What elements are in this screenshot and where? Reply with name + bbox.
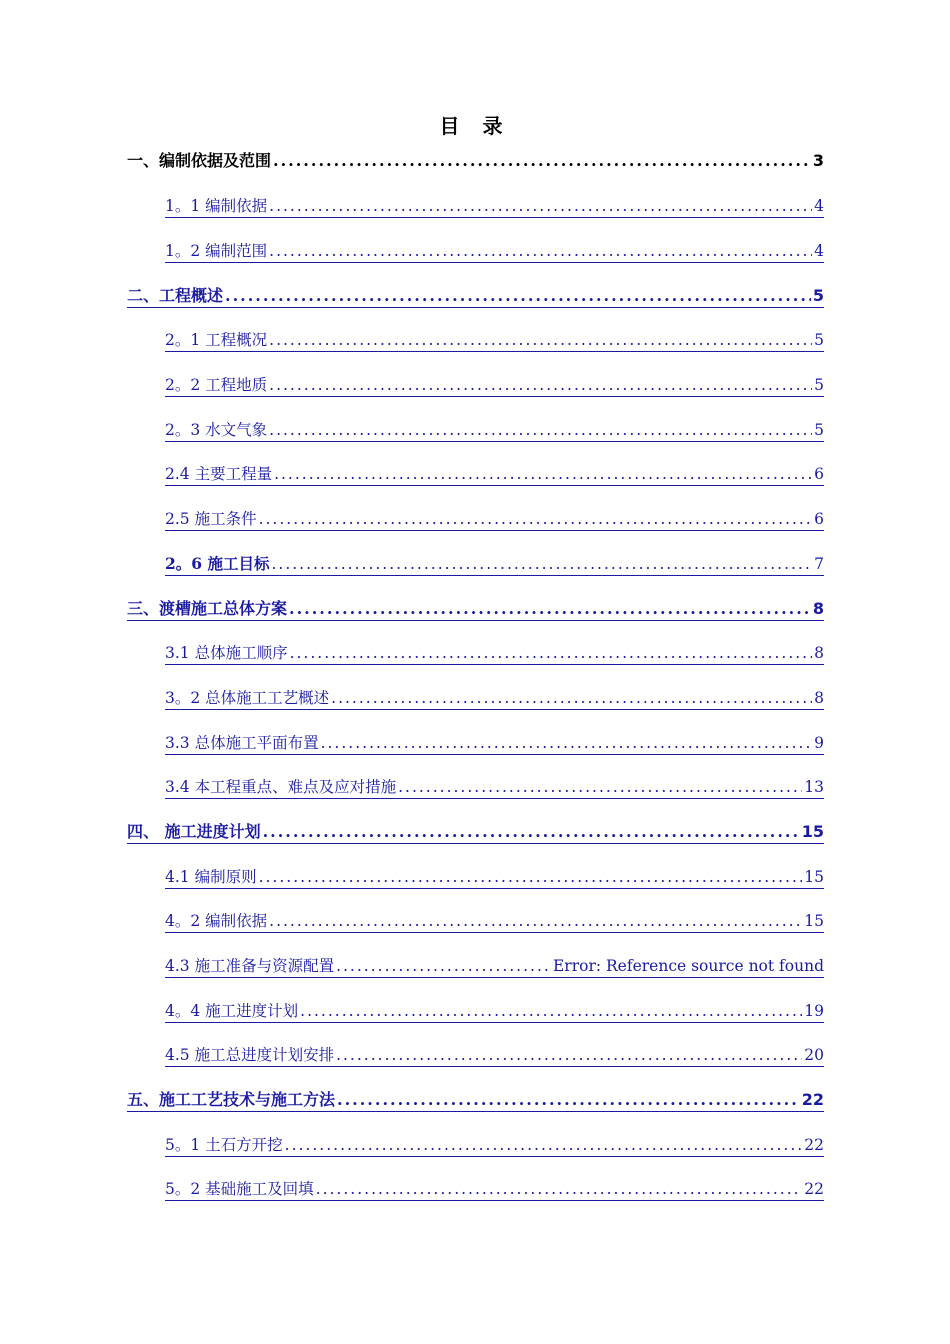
toc-entry-label: 2。1 工程概况	[165, 331, 268, 349]
toc-dot-leader	[398, 775, 802, 799]
toc-dot-leader	[321, 731, 813, 755]
toc-entry-label: 2.4 主要工程量	[165, 465, 273, 483]
toc-entry-label: 4。4 施工进度计划	[165, 1002, 299, 1020]
toc-entry-label: 四、 施工进度计划	[127, 822, 261, 841]
toc-entry-4-1[interactable]	[165, 865, 824, 889]
toc-entry-section-5[interactable]	[127, 1088, 824, 1112]
toc-entry-3-2[interactable]	[165, 686, 824, 710]
toc-entry-page: 9	[814, 734, 824, 752]
toc-entry-2-5[interactable]	[165, 507, 824, 531]
toc-entry-label: 2。2 工程地质	[165, 376, 268, 394]
toc-entry-label: 3.1 总体施工顺序	[165, 644, 288, 662]
toc-entry-page: 13	[804, 778, 824, 796]
toc-entry-label: 五、施工工艺技术与施工方法	[127, 1090, 336, 1109]
toc-dot-leader	[269, 373, 812, 397]
toc-entry-2-6[interactable]	[165, 552, 824, 576]
toc-entry-page: 4	[814, 242, 824, 260]
toc-entry-page: 5	[814, 331, 824, 349]
toc-entry-section-4[interactable]	[127, 820, 824, 844]
toc-entry-label: 2。6 施工目标	[165, 554, 270, 573]
toc-entry-label: 4。2 编制依据	[165, 912, 268, 930]
toc-entry-3-3[interactable]	[165, 731, 824, 755]
toc-entry-page: 20	[804, 1046, 824, 1064]
toc-dot-leader	[336, 954, 551, 978]
toc-entry-page: 6	[814, 510, 824, 528]
toc-entry-2-3[interactable]	[165, 418, 824, 442]
toc-entry-2-1[interactable]	[165, 328, 824, 352]
toc-entry-page: 4	[814, 197, 824, 215]
toc-entry-label: 5。2 基础施工及回填	[165, 1180, 314, 1198]
toc-entry-1-2[interactable]	[165, 239, 824, 263]
toc-entry-page: 22	[804, 1180, 824, 1198]
toc-entry-section-2[interactable]	[127, 284, 824, 308]
toc-entry-section-1[interactable]	[127, 149, 824, 173]
toc-dot-leader	[269, 909, 802, 933]
toc-dot-leader	[274, 462, 812, 486]
toc-dot-leader	[269, 239, 812, 263]
toc-entry-label: 三、渡槽施工总体方案	[127, 599, 288, 618]
toc-dot-leader	[290, 641, 813, 665]
toc-dot-leader	[289, 597, 811, 621]
toc-entry-label: 一、编制依据及范围	[127, 151, 272, 170]
toc-dot-leader	[271, 552, 812, 576]
toc-entry-page: Error: Reference source not found	[552, 957, 824, 975]
toc-entry-page: 22	[801, 1090, 824, 1109]
toc-entry-page: 5	[814, 376, 824, 394]
toc-entry-page: 6	[814, 465, 824, 483]
toc-dot-leader	[269, 418, 812, 442]
toc-dot-leader	[259, 865, 803, 889]
toc-dot-leader	[259, 507, 813, 531]
toc-entry-3-4[interactable]	[165, 775, 824, 799]
page-title: 目 录	[439, 114, 511, 138]
toc-entry-page: 5	[814, 421, 824, 439]
toc-entry-page: 3	[812, 151, 824, 170]
toc-entry-section-3[interactable]	[127, 597, 824, 621]
toc-entry-4-3[interactable]	[165, 954, 824, 978]
toc-entry-page: 22	[804, 1136, 824, 1154]
toc-entry-4-2[interactable]	[165, 909, 824, 933]
toc-dot-leader	[331, 686, 812, 710]
toc-entry-3-1[interactable]	[165, 641, 824, 665]
toc-entry-label: 1。1 编制依据	[165, 197, 268, 215]
toc-entry-page: 8	[814, 689, 824, 707]
toc-entry-label: 2.5 施工条件	[165, 510, 257, 528]
toc-entry-4-4[interactable]	[165, 999, 824, 1023]
toc-dot-leader	[263, 820, 800, 844]
toc-entry-label: 4.1 编制原则	[165, 868, 257, 886]
toc-entry-page: 15	[804, 912, 824, 930]
toc-entry-label: 3.4 本工程重点、难点及应对措施	[165, 778, 397, 796]
toc-entry-label: 4.3 施工准备与资源配置	[165, 957, 335, 975]
toc-entry-page: 8	[814, 644, 824, 662]
toc-entry-page: 19	[804, 1002, 824, 1020]
toc-entry-1-1[interactable]	[165, 194, 824, 218]
toc-entry-page: 8	[812, 599, 824, 618]
toc-entry-label: 3。2 总体施工工艺概述	[165, 689, 330, 707]
toc-entry-label: 2。3 水文气象	[165, 421, 268, 439]
toc-entry-page: 7	[814, 555, 824, 573]
toc-dot-leader	[269, 194, 812, 218]
toc-entry-2-2[interactable]	[165, 373, 824, 397]
toc-entry-5-1[interactable]	[165, 1133, 824, 1157]
toc-dot-leader	[269, 328, 812, 352]
toc-dot-leader	[273, 149, 811, 173]
toc-entry-page: 5	[812, 286, 824, 305]
toc-entry-page: 15	[804, 868, 824, 886]
toc-entry-2-4[interactable]	[165, 462, 824, 486]
toc-entry-label: 二、工程概述	[127, 286, 224, 305]
toc-dot-leader	[300, 999, 802, 1023]
toc-entry-5-2[interactable]	[165, 1177, 824, 1201]
toc-dot-leader	[316, 1177, 803, 1201]
toc-entry-label: 4.5 施工总进度计划安排	[165, 1046, 335, 1064]
toc-dot-leader	[336, 1043, 802, 1067]
toc-entry-page: 15	[801, 822, 824, 841]
toc-entry-label: 3.3 总体施工平面布置	[165, 734, 319, 752]
toc-entry-label: 1。2 编制范围	[165, 242, 268, 260]
toc-dot-leader	[285, 1133, 803, 1157]
toc-entry-label: 5。1 土石方开挖	[165, 1136, 283, 1154]
toc-dot-leader	[337, 1088, 800, 1112]
toc-entry-4-5[interactable]	[165, 1043, 824, 1067]
toc-dot-leader	[225, 284, 811, 308]
